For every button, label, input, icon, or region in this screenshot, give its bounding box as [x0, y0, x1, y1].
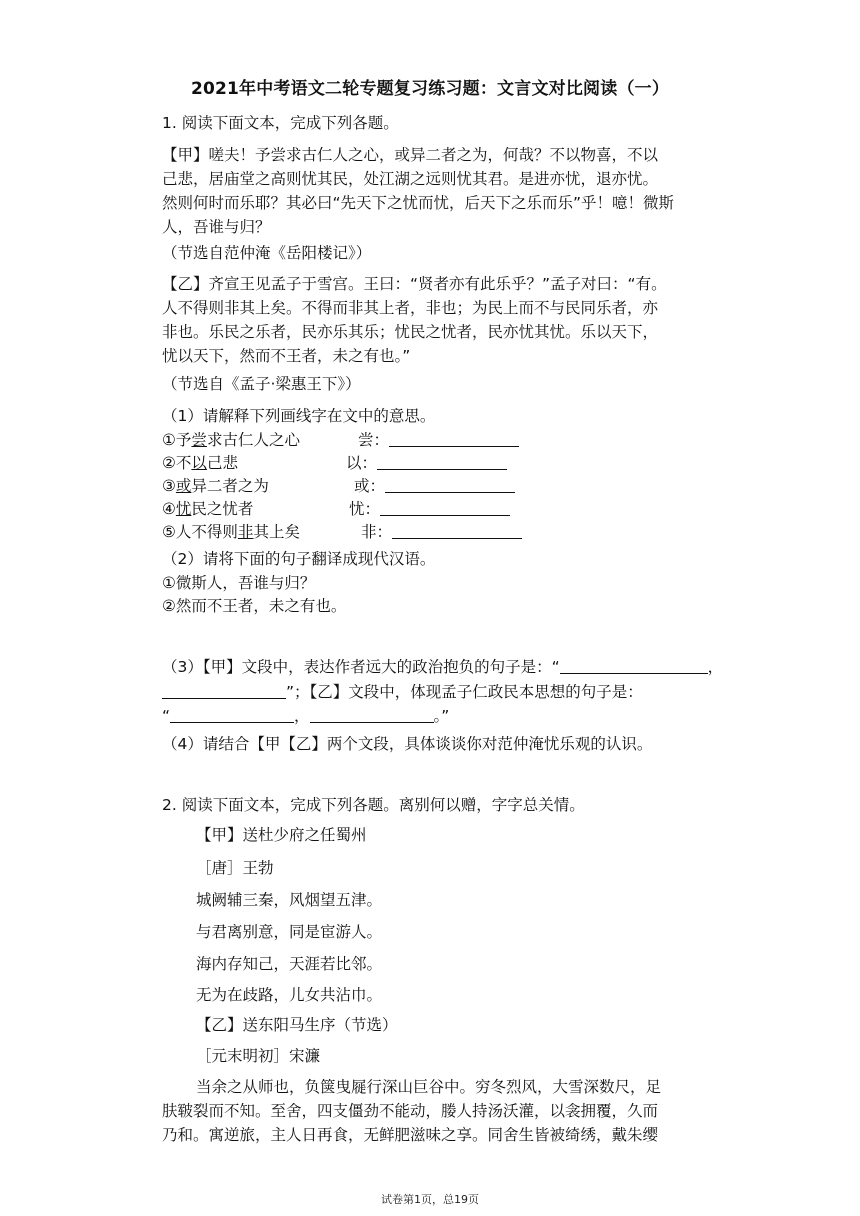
q1-yi-line-2: 人不得则非其上矣。不得而非其上者，非也；为民上而不与民同乐者，亦: [162, 299, 659, 317]
vocab-answer-5: 非：: [361, 520, 522, 544]
poem-line-2: 与君离别意，同是宦游人。: [196, 923, 383, 941]
page-footer: 试卷第1页，总19页: [381, 1193, 479, 1206]
answer-blank[interactable]: [380, 499, 510, 516]
q1-jia-line-2: 己悲，居庙堂之高则忧其民，处江湖之远则忧其君。是进亦忧，退亦忧。: [162, 170, 659, 188]
q2-jia-title: 【甲】送杜少府之任蜀州: [196, 826, 367, 844]
q1-sub4: （4）请结合【甲【乙】两个文段，具体谈谈你对范仲淹忧乐观的认识。: [162, 735, 653, 753]
underlined-char: 以: [191, 454, 207, 472]
vocab-item-3: ③或异二者之为: [162, 477, 269, 495]
answer-blank[interactable]: [389, 430, 519, 447]
underlined-char: 非: [237, 523, 254, 541]
q1-sub2-prompt: （2）请将下面的句子翻译成现代汉语。: [162, 550, 436, 568]
q2-yi-line-2: 肤皲裂而不知。至舍，四支僵劲不能动，媵人持汤沃灌，以衾拥覆，久而: [162, 1102, 659, 1120]
translate-item-1: ①微斯人，吾谁与归？: [162, 574, 316, 592]
vocab-item-2: ②不以己悲: [162, 454, 238, 472]
poem-line-1: 城阙辅三秦，风烟望五津。: [196, 891, 383, 909]
q2-jia-author: ［唐］王勃: [196, 859, 274, 877]
underlined-char: 或: [175, 477, 192, 495]
poem-line-3: 海内存知己，天涯若比邻。: [196, 955, 383, 973]
answer-blank[interactable]: [385, 476, 515, 493]
q1-yi-line-1: 【乙】齐宣王见孟子于雪宫。王曰：“贤者亦有此乐乎？”孟子对曰：“有。: [162, 275, 667, 293]
answer-blank[interactable]: [377, 453, 507, 470]
q1-sub1-prompt: （1）请解释下列画线字在文中的意思。: [162, 407, 436, 425]
q2-intro: 2. 阅读下面文本，完成下列各题。离别何以赠，字字总关情。: [162, 796, 585, 814]
q1-yi-line-3: 非也。乐民之乐者，民亦乐其乐；忧民之忧者，民亦忧其忧。乐以天下，: [162, 323, 659, 341]
vocab-item-1: ①予尝求古仁人之心: [162, 431, 300, 449]
underlined-char: 尝: [191, 431, 207, 449]
q2-yi-title: 【乙】送东阳马生序（节选）: [196, 1016, 398, 1034]
q1-jia-line-3: 然则何时而乐耶？其必曰“先天下之忧而忧，后天下之乐而乐”乎！噫！微斯: [162, 194, 675, 212]
q1-yi-line-4: 忧以天下，然而不王者，未之有也。”: [162, 347, 411, 365]
underlined-char: 忧: [175, 500, 192, 518]
q1-yi-source: （节选自《孟子·梁惠王下》）: [162, 375, 361, 393]
q1-sub3-line-1: （3）【甲】文段中，表达作者远大的政治抱负的句子是：“ ，: [162, 658, 724, 676]
page-title: 2021年中考语文二轮专题复习练习题：文言文对比阅读（一）: [190, 79, 670, 99]
translate-item-2: ②然而不王者，未之有也。: [162, 597, 347, 615]
q2-yi-author: ［元末明初］宋濂: [196, 1047, 321, 1065]
vocab-answer-2: 以：: [346, 451, 507, 475]
q1-intro: 1. 阅读下面文本，完成下列各题。: [162, 114, 399, 132]
answer-blank[interactable]: [310, 706, 434, 723]
vocab-answer-3: 或：: [354, 474, 515, 498]
answer-blank[interactable]: [170, 706, 294, 723]
q2-yi-line-1: 当余之从师也，负箧曳屣行深山巨谷中。穷冬烈风，大雪深数尺，足: [196, 1078, 662, 1096]
vocab-item-5: ⑤人不得则非其上矣: [162, 523, 300, 541]
vocab-answer-4: 忧：: [349, 497, 510, 521]
q1-sub3-line-2: ”；【乙】文段中，体现孟子仁政民本思想的句子是：: [162, 680, 643, 704]
q1-jia-line-4: 人，吾谁与归？: [162, 218, 271, 236]
answer-blank[interactable]: [560, 657, 708, 674]
q1-sub3-line-3: “ ， 。”: [162, 707, 450, 725]
q1-jia-line-1: 【甲】嗟夫！予尝求古仁人之心，或异二者之为，何哉？不以物喜，不以: [162, 146, 659, 164]
answer-blank[interactable]: [162, 682, 286, 699]
answer-blank[interactable]: [392, 522, 522, 539]
q1-jia-source: （节选自范仲淹《岳阳楼记》）: [162, 244, 372, 262]
vocab-answer-1: 尝：: [358, 428, 519, 452]
q2-yi-line-3: 乃和。寓逆旅，主人日再食，无鲜肥滋味之享。同舍生皆被绮绣，戴朱缨: [162, 1126, 659, 1144]
vocab-item-4: ④忧民之忧者: [162, 500, 254, 518]
poem-line-4: 无为在歧路，儿女共沾巾。: [196, 986, 383, 1004]
